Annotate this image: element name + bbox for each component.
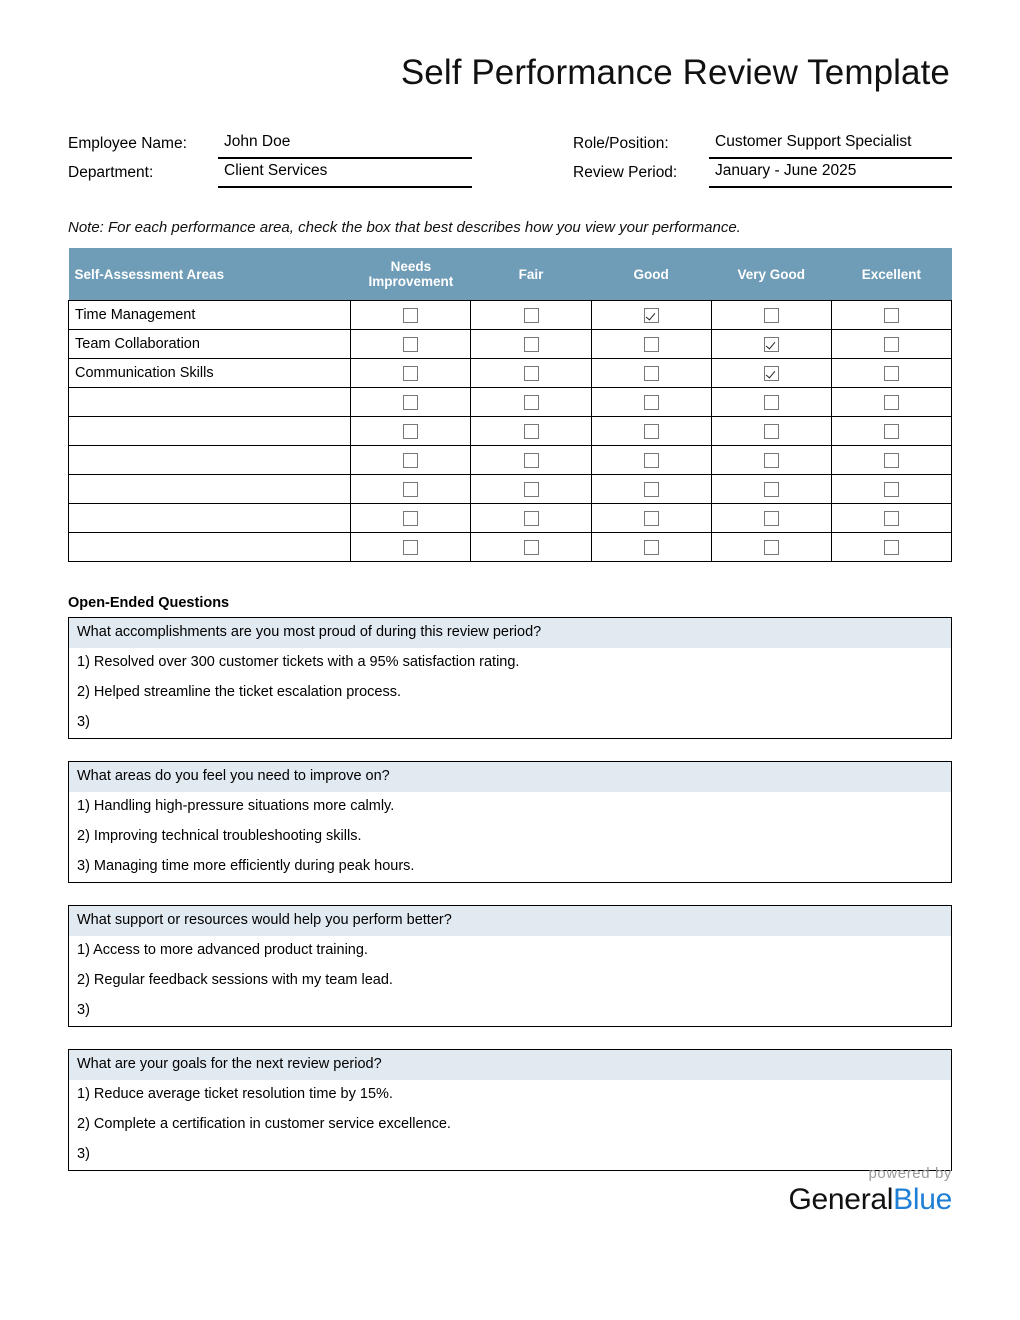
checkbox-icon[interactable]	[524, 511, 539, 526]
checkbox-icon[interactable]	[403, 453, 418, 468]
self-assessment-table	[68, 248, 952, 562]
checkbox-icon[interactable]	[644, 540, 659, 555]
table-row	[69, 388, 952, 417]
checkbox-icon[interactable]	[884, 366, 899, 381]
checkbox-icon[interactable]	[644, 511, 659, 526]
checked-checkbox-icon[interactable]	[764, 337, 779, 352]
checkbox-icon[interactable]	[764, 308, 779, 323]
question-prompt: What are your goals for the next review period?	[69, 1050, 951, 1080]
rating-cell[interactable]	[351, 475, 471, 504]
table-row	[69, 417, 952, 446]
checkbox-icon[interactable]	[524, 337, 539, 352]
answer-line[interactable]: 1) Access to more advanced product training.	[69, 936, 951, 966]
answer-line[interactable]: 1) Reduce average ticket resolution time by 15%.	[69, 1080, 951, 1110]
rating-cell[interactable]	[351, 330, 471, 359]
rating-cell[interactable]	[471, 475, 591, 504]
rating-cell[interactable]	[591, 301, 711, 330]
checkbox-icon[interactable]	[524, 482, 539, 497]
rating-cell[interactable]	[471, 388, 591, 417]
checkbox-icon[interactable]	[524, 453, 539, 468]
answer-line[interactable]: 3)	[69, 996, 951, 1026]
rating-cell[interactable]	[471, 330, 591, 359]
checkbox-icon[interactable]	[764, 395, 779, 410]
table-row	[69, 475, 952, 504]
rating-cell[interactable]	[711, 504, 831, 533]
rating-cell[interactable]	[591, 388, 711, 417]
assessment-area-cell[interactable]	[69, 388, 351, 417]
table-row	[69, 504, 952, 533]
column-header-fair: Fair	[471, 248, 591, 301]
checkbox-icon[interactable]	[644, 337, 659, 352]
table-row	[69, 359, 952, 388]
department-label: Department:	[68, 164, 154, 181]
rating-cell[interactable]	[351, 359, 471, 388]
rating-cell[interactable]	[591, 533, 711, 562]
checkbox-icon[interactable]	[644, 366, 659, 381]
assessment-area-cell[interactable]: Team Collaboration	[69, 330, 351, 359]
question-prompt: What support or resources would help you perform better?	[69, 906, 951, 936]
rating-cell[interactable]	[471, 359, 591, 388]
checked-checkbox-icon[interactable]	[644, 308, 659, 323]
generalblue-logo	[789, 1166, 953, 1215]
checkbox-icon[interactable]	[884, 453, 899, 468]
rating-cell[interactable]	[831, 504, 951, 533]
rating-cell[interactable]	[471, 446, 591, 475]
checkbox-icon[interactable]	[764, 424, 779, 439]
rating-cell[interactable]	[471, 301, 591, 330]
checkbox-icon[interactable]	[644, 453, 659, 468]
column-header-good: Good	[591, 248, 711, 301]
rating-cell[interactable]	[711, 388, 831, 417]
rating-cell[interactable]	[591, 359, 711, 388]
instruction-note: Note: For each performance area, check the box that best describes how you view your performance.	[68, 219, 741, 236]
review-period-field[interactable]: January - June 2025	[709, 160, 952, 188]
assessment-table-body	[69, 301, 952, 562]
rating-cell[interactable]	[831, 475, 951, 504]
rating-cell[interactable]	[351, 417, 471, 446]
role-position-field[interactable]: Customer Support Specialist	[709, 131, 952, 159]
checkbox-icon[interactable]	[403, 337, 418, 352]
rating-cell[interactable]	[831, 301, 951, 330]
rating-cell[interactable]	[711, 475, 831, 504]
rating-cell[interactable]	[591, 504, 711, 533]
rating-cell[interactable]	[711, 359, 831, 388]
question-prompt: What areas do you feel you need to improve on?	[69, 762, 951, 792]
answer-line[interactable]: 3)	[69, 1140, 951, 1170]
employee-name-label: Employee Name:	[68, 135, 187, 152]
rating-cell[interactable]	[831, 533, 951, 562]
answer-line[interactable]: 2) Helped streamline the ticket escalation process.	[69, 678, 951, 708]
checkbox-icon[interactable]	[764, 482, 779, 497]
rating-cell[interactable]	[471, 533, 591, 562]
question-block	[68, 761, 952, 883]
assessment-header-row	[69, 248, 952, 301]
brand-general: General	[788, 1183, 894, 1216]
rating-cell[interactable]	[591, 446, 711, 475]
rating-cell[interactable]	[831, 417, 951, 446]
answer-line[interactable]: 1) Handling high-pressure situations more calmly.	[69, 792, 951, 822]
answer-line[interactable]: 3) Managing time more efficiently during peak hours.	[69, 852, 951, 882]
checkbox-icon[interactable]	[884, 395, 899, 410]
checkbox-icon[interactable]	[403, 482, 418, 497]
assessment-table-header	[69, 248, 952, 301]
checkbox-icon[interactable]	[524, 540, 539, 555]
assessment-area-cell[interactable]	[69, 533, 351, 562]
checkbox-icon[interactable]	[644, 424, 659, 439]
checkbox-icon[interactable]	[403, 308, 418, 323]
brand-name	[789, 1185, 953, 1215]
answer-line[interactable]: 3)	[69, 708, 951, 738]
review-period-label: Review Period:	[573, 164, 678, 181]
assessment-area-cell[interactable]: Communication Skills	[69, 359, 351, 388]
rating-cell[interactable]	[711, 446, 831, 475]
checkbox-icon[interactable]	[524, 308, 539, 323]
checkbox-icon[interactable]	[644, 482, 659, 497]
rating-cell[interactable]	[831, 359, 951, 388]
employee-name-field[interactable]: John Doe	[218, 131, 472, 159]
rating-cell[interactable]	[471, 504, 591, 533]
column-header-very-good: Very Good	[711, 248, 831, 301]
rating-cell[interactable]	[831, 446, 951, 475]
rating-cell[interactable]	[591, 475, 711, 504]
assessment-area-cell[interactable]	[69, 446, 351, 475]
checkbox-icon[interactable]	[884, 337, 899, 352]
rating-cell[interactable]	[351, 388, 471, 417]
table-row	[69, 301, 952, 330]
answer-line[interactable]: 2) Regular feedback sessions with my team lead.	[69, 966, 951, 996]
rating-cell[interactable]	[711, 330, 831, 359]
checkbox-icon[interactable]	[403, 395, 418, 410]
rating-cell[interactable]	[591, 417, 711, 446]
rating-cell[interactable]	[711, 533, 831, 562]
checkbox-icon[interactable]	[884, 540, 899, 555]
rating-cell[interactable]	[351, 504, 471, 533]
table-row	[69, 330, 952, 359]
rating-cell[interactable]	[831, 330, 951, 359]
meta-row-2	[68, 159, 952, 189]
rating-cell[interactable]	[711, 417, 831, 446]
question-block	[68, 617, 952, 739]
checkbox-icon[interactable]	[884, 308, 899, 323]
question-block	[68, 1049, 952, 1171]
checkbox-icon[interactable]	[403, 366, 418, 381]
checkbox-icon[interactable]	[524, 395, 539, 410]
assessment-area-cell[interactable]	[69, 475, 351, 504]
checkbox-icon[interactable]	[764, 453, 779, 468]
table-row	[69, 533, 952, 562]
question-block	[68, 905, 952, 1027]
assessment-area-cell[interactable]	[69, 504, 351, 533]
rating-cell[interactable]	[351, 301, 471, 330]
rating-cell[interactable]	[831, 388, 951, 417]
rating-cell[interactable]	[351, 533, 471, 562]
answer-line[interactable]: 2) Improving technical troubleshooting skills.	[69, 822, 951, 852]
checked-checkbox-icon[interactable]	[764, 366, 779, 381]
question-prompt: What accomplishments are you most proud of during this review period?	[69, 618, 951, 648]
checkbox-icon[interactable]	[524, 424, 539, 439]
role-position-label: Role/Position:	[573, 135, 669, 152]
table-row	[69, 446, 952, 475]
rating-cell[interactable]	[591, 330, 711, 359]
employee-meta-fields	[68, 130, 952, 196]
checkbox-icon[interactable]	[884, 511, 899, 526]
column-header-excellent: Excellent	[831, 248, 951, 301]
checkbox-icon[interactable]	[884, 424, 899, 439]
meta-row-1	[68, 130, 952, 160]
rating-cell[interactable]	[471, 417, 591, 446]
open-ended-section-title: Open-Ended Questions	[68, 595, 230, 611]
checkbox-icon[interactable]	[884, 482, 899, 497]
checkbox-icon[interactable]	[524, 366, 539, 381]
assessment-area-cell[interactable]	[69, 417, 351, 446]
checkbox-icon[interactable]	[644, 395, 659, 410]
column-header-areas: Self-Assessment Areas	[69, 248, 351, 301]
column-header-needs-improvement: Needs Improvement	[351, 248, 471, 301]
checkbox-icon[interactable]	[403, 540, 418, 555]
checkbox-icon[interactable]	[403, 424, 418, 439]
answer-line[interactable]: 1) Resolved over 300 customer tickets with a 95% satisfaction rating.	[69, 648, 951, 678]
powered-by-label: powered by	[868, 1165, 952, 1182]
department-field[interactable]: Client Services	[218, 160, 472, 188]
checkbox-icon[interactable]	[764, 540, 779, 555]
checkbox-icon[interactable]	[403, 511, 418, 526]
answer-line[interactable]: 2) Complete a certification in customer service excellence.	[69, 1110, 951, 1140]
checkbox-icon[interactable]	[764, 511, 779, 526]
rating-cell[interactable]	[711, 301, 831, 330]
rating-cell[interactable]	[351, 446, 471, 475]
assessment-area-cell[interactable]: Time Management	[69, 301, 351, 330]
brand-blue: Blue	[893, 1183, 952, 1216]
page-title: Self Performance Review Template	[400, 53, 950, 92]
